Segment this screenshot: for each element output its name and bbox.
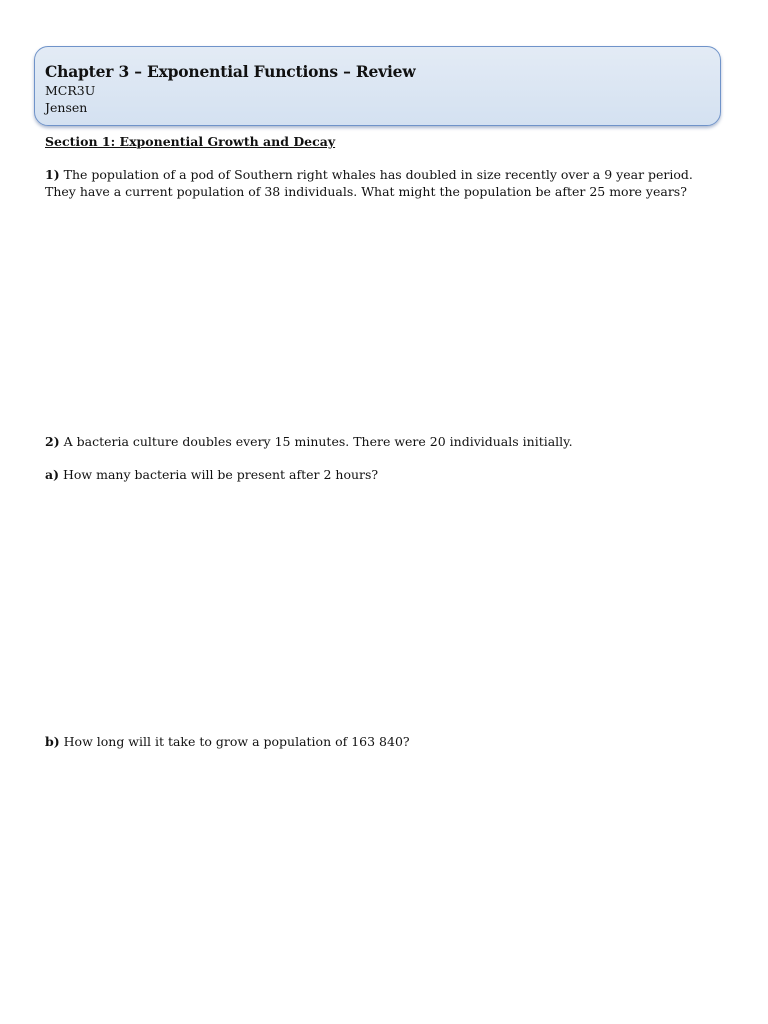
question-1-number: 1) [45, 167, 60, 182]
question-2b [45, 733, 725, 750]
question-2a [45, 466, 725, 483]
question-2-text: A bacteria culture doubles every 15 minutes. There were 20 individuals initially. [63, 434, 573, 449]
question-2 [45, 433, 725, 450]
question-2b-number: b) [45, 734, 60, 749]
question-1-text: The population of a pod of Southern right whales has doubled in size recently over a 9 year period. They have a current population of 38 individuals. What might the population be after 25 more years? [45, 167, 693, 199]
question-1 [45, 166, 725, 200]
question-2a-number: a) [45, 467, 60, 482]
teacher-name: Jensen [45, 100, 88, 115]
course-code: MCR3U [45, 83, 96, 98]
page-title: Chapter 3 – Exponential Functions – Review [45, 62, 416, 81]
section-title: Section 1: Exponential Growth and Decay [45, 134, 336, 149]
question-2-number: 2) [45, 434, 60, 449]
question-2a-text: How many bacteria will be present after 2 hours? [63, 467, 379, 482]
header-box [34, 46, 721, 126]
question-2b-text: How long will it take to grow a population of 163 840? [63, 734, 410, 749]
